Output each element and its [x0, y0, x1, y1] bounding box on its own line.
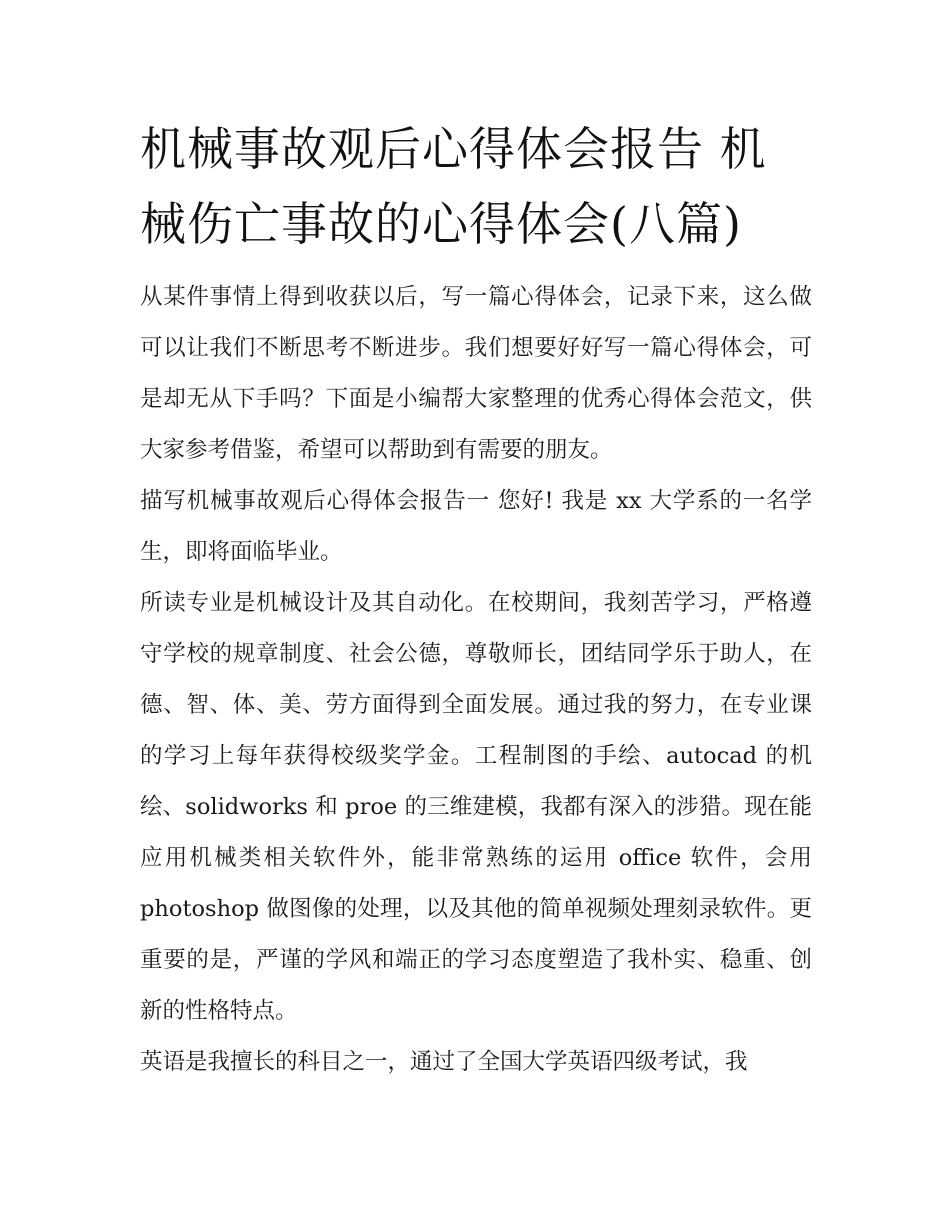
document-title: 机械事故观后心得体会报告 机械伤亡事故的心得体会(八篇)	[140, 122, 767, 251]
paragraph-intro: 从某件事情上得到收获以后，写一篇心得体会，记录下来，这么做可以让我们不断思考不断进步。我们想要好好写一篇心得体会，可是却无从下手吗？下面是小编帮大家整理的优秀心得体会范文，供大家参考借鉴，希望可以帮助到有需要的朋友。	[140, 284, 812, 463]
paragraph-major-studies: 所读专业是机械设计及其自动化。在校期间，我刻苦学习，严格遵守学校的规章制度、社会公德，尊敬师长，团结同学乐于助人，在德、智、体、美、劳方面得到全面发展。通过我的努力，在专业课的学习上每年获得校级奖学金。工程制图的手绘、autocad 的机绘、solidworks 和 proe 的三维建模，我都有深入的涉猎。现在能应用机械类相关软件外，能非常熟练的运用 office 软件，会用 photoshop 做图像的处理，以及其他的简单视频处理刻录软件。更重要的是，严谨的学风和端正的学习态度塑造了我朴实、稳重、创新的性格特点。	[140, 590, 812, 1024]
paragraph-self-introduction: 描写机械事故观后心得体会报告一 您好! 我是 xx 大学系的一名学生，即将面临毕业。	[140, 488, 812, 565]
paragraph-english-skills: 英语是我擅长的科目之一，通过了全国大学英语四级考试，我	[140, 1049, 748, 1075]
document-page	[140, 112, 812, 1088]
